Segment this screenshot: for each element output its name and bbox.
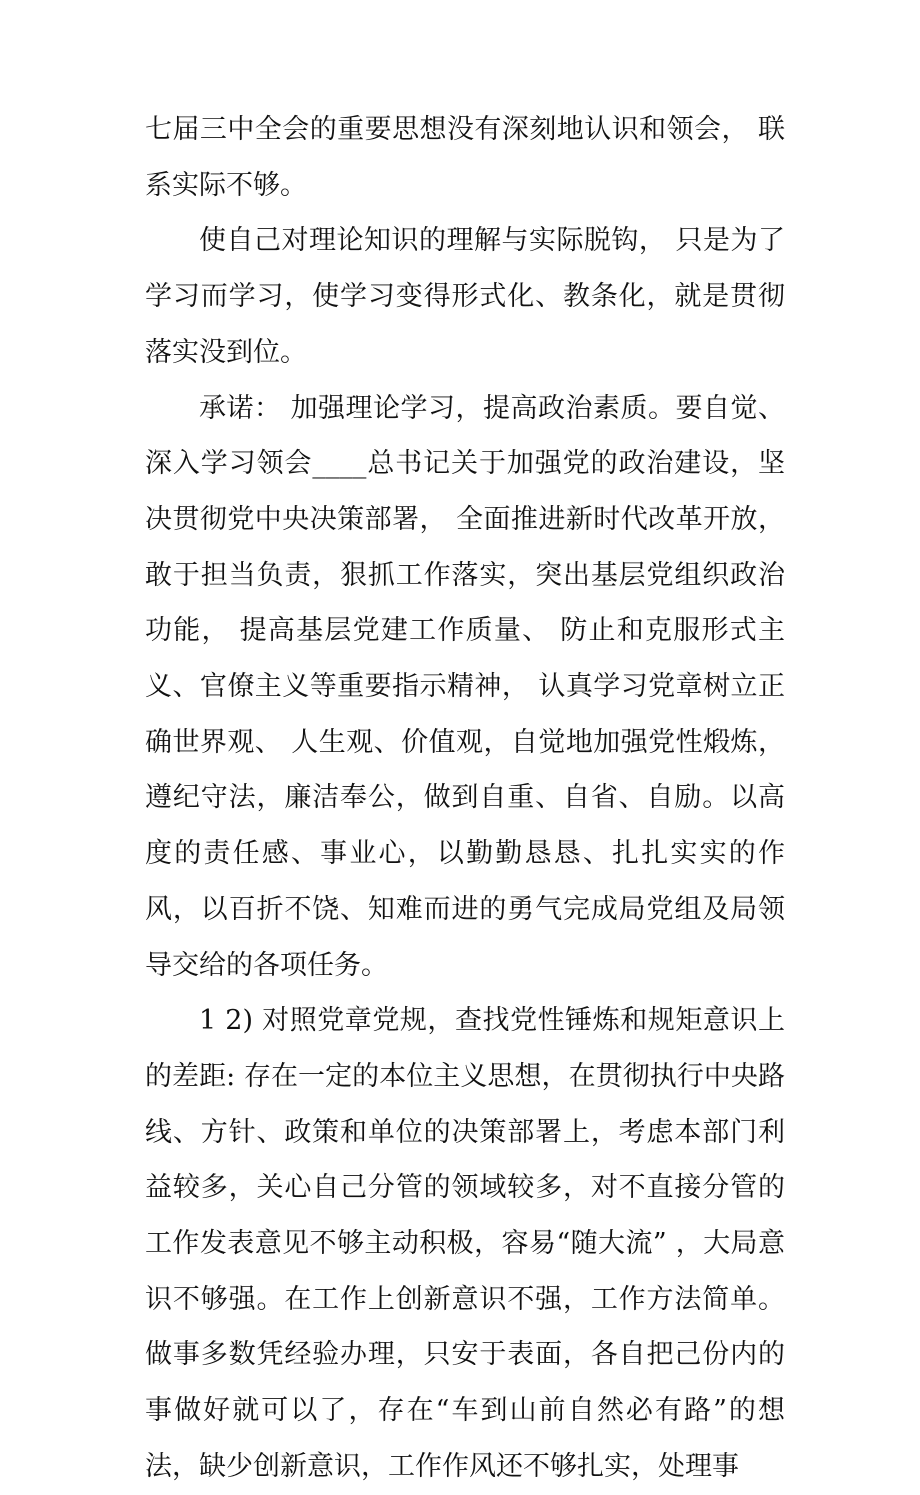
document-body <box>145 102 785 1495</box>
paragraph-1: 七届三中全会的重要思想没有深刻地认识和领会， 联系实际不够。 <box>145 114 785 201</box>
paragraph-4-gap-analysis: 1 2) 对照党章党规，查找党性锤炼和规矩意识上的差距: 存在一定的本位主义思想，在贯彻执行中央路线、方针、政策和单位的决策部署上，考虑本部门利益较多，关心自己分管的领域较多，对不直接分管的工作发表意见不够主动积极，容易“随大流” ，大局意识不够强。在工作上创新意识不强，工作方法简单。做事多数凭经验办理，只安于表面，各自把己份内的事做好就可以了，存在“车到山前自然必有路”的想法，缺少创新意识，工作作风还不够扎实，处理事 <box>145 1005 785 1482</box>
paragraph-2: 使自己对理论知识的理解与实际脱钩， 只是为了学习而学习，使学习变得形式化、教条化，就是贯彻落实没到位。 <box>145 225 785 368</box>
paragraph-3-commitment: 承诺： 加强理论学习，提高政治素质。要自觉、深入学习领会____总书记关于加强党的政治建设，坚决贯彻党中央决策部署， 全面推进新时代改革开放，敢于担当负责，狠抓工作落实，突出基层党组织政治功能， 提高基层党建工作质量、 防止和克服形式主义、官僚主义等重要指示精神， 认真学习党章树立正确世界观、 人生观、价值观，自觉地加强党性煅炼，遵纪守法，廉洁奉公，做到自重、自省、自励。以高度的责任感、事业心，以勤勤恳恳、扎扎实实的作风，以百折不饶、知难而进的勇气完成局党组及局领导交给的各项任务。 <box>145 392 785 981</box>
